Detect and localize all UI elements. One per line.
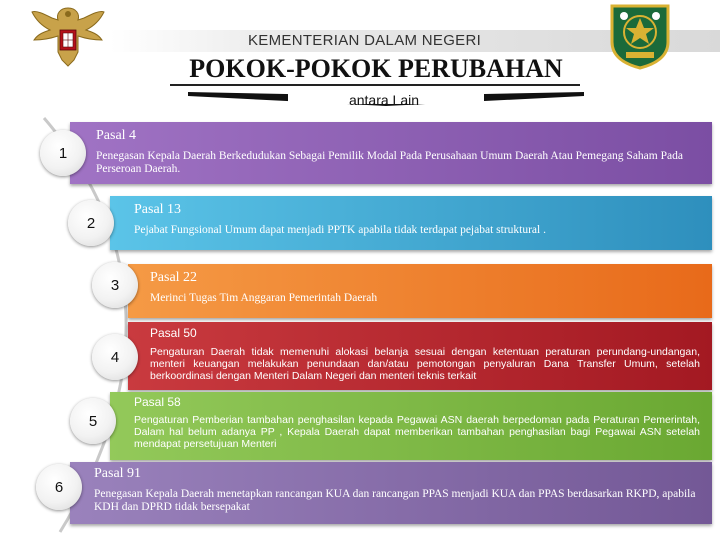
- item-number-badge: [92, 334, 138, 380]
- item-title: Pasal 50: [150, 326, 197, 340]
- item-title: Pasal 22: [150, 270, 198, 285]
- title-underline: [170, 84, 580, 86]
- item-number-badge: [40, 130, 86, 176]
- item-number: 2: [86, 214, 96, 232]
- item-number: 4: [110, 348, 120, 366]
- item-text: Penegasan Kepala Daerah menetapkan rancangan KUA dan rancangan PPAS menjadi KUA dan PPAS berdasarkan RKPD, apabila KDH dan DPRD tidak bersepakat: [94, 488, 696, 514]
- item-bar-2: [110, 196, 712, 250]
- item-number: 5: [88, 412, 98, 430]
- item-bar-6: [70, 462, 712, 524]
- item-title: Pasal 91: [94, 466, 142, 481]
- ministry-name: KEMENTERIAN DALAM NEGERI: [248, 32, 482, 49]
- item-number: 6: [54, 478, 64, 496]
- item-text: Merinci Tugas Tim Anggaran Pemerintah Daerah: [150, 292, 378, 304]
- item-bar-5: [110, 392, 712, 460]
- item-bar-1: [70, 122, 712, 184]
- item-number-badge: [70, 398, 116, 444]
- page-title: POKOK-POKOK PERUBAHAN: [189, 54, 563, 83]
- item-number-badge: [92, 262, 138, 308]
- item-number-badge: [36, 464, 82, 510]
- page-subtitle: antara Lain: [348, 92, 420, 108]
- item-title: Pasal 4: [96, 128, 137, 143]
- item-text: Pengaturan Pemberian tambahan penghasilan kepada Pegawai ASN daerah berpedoman pada Peraturan Pemerintah, Dalam hal belum adanya PP , Kepala Daerah dapat memberikan tambahan penghasilan bagi Pegawai ASN setelah mendapat persetujuan Menteri: [134, 414, 700, 451]
- item-text: Penegasan Kepala Daerah Berkedudukan Sebagai Pemilik Modal Pada Perusahaan Umum Daerah Atau Pemegang Saham Pada Perseroan Daerah.: [96, 150, 683, 176]
- item-number-badge: [68, 200, 114, 246]
- item-text: Pejabat Fungsional Umum dapat menjadi PPTK apabila tidak terdapat pejabat struktural .: [134, 224, 546, 236]
- item-text: Pengaturan Daerah tidak memenuhi alokasi belanja sesuai dengan ketentuan peraturan perundang-undangan, menteri keuangan melakukan penundaan dan/atau pemotongan penyaluran Dana Transfer Umum, setelah berkoordinasi dengan Menteri Dalam Negeri dan menteri teknis terkait: [150, 346, 700, 383]
- item-bar-4: [128, 322, 712, 390]
- item-number: 3: [110, 276, 120, 294]
- item-number: 1: [58, 144, 68, 162]
- item-title: Pasal 13: [134, 202, 182, 217]
- item-bar-3: [128, 264, 712, 318]
- item-title: Pasal 58: [134, 395, 181, 409]
